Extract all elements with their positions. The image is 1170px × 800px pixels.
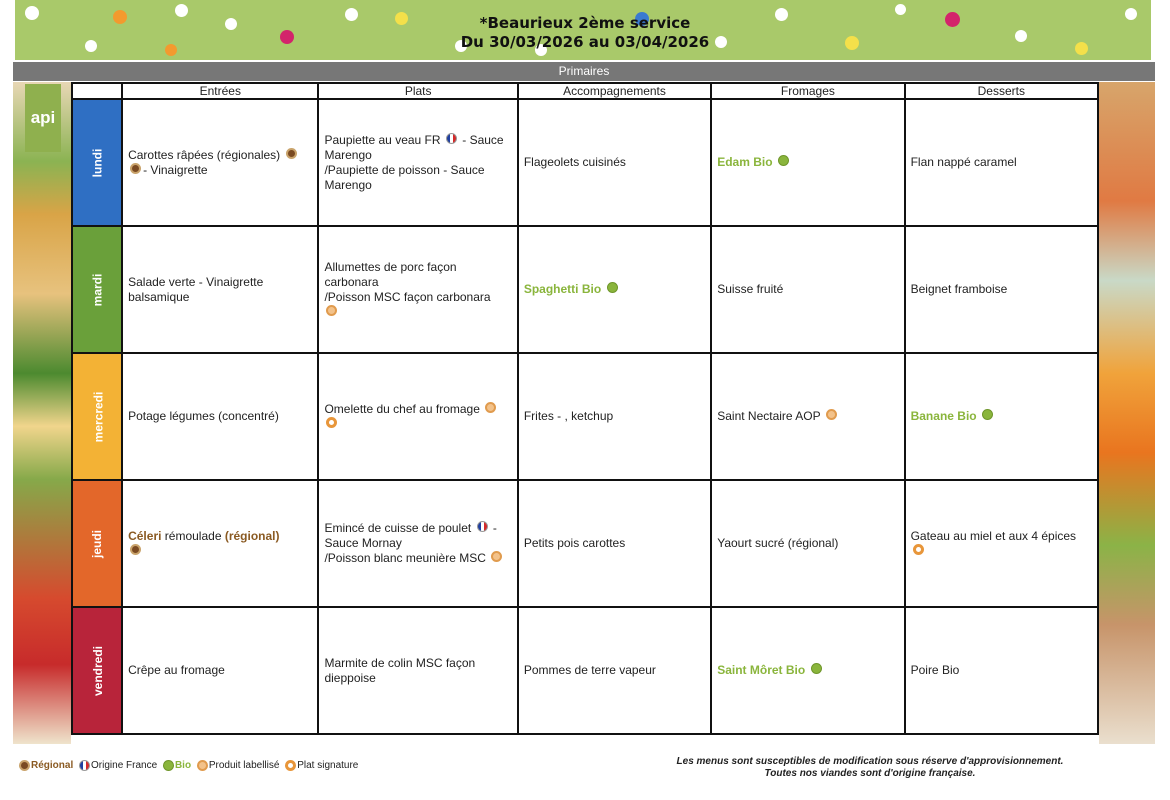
corner-cell — [72, 83, 122, 99]
table-row — [72, 480, 1098, 607]
dish-sauce: - Vinaigrette — [143, 162, 208, 177]
title-line-1: *Beaurieux 2ème service — [479, 14, 691, 32]
dish-alternative: /Poisson MSC façon carbonara — [324, 289, 491, 304]
dish-name: Suisse fruité — [717, 282, 784, 296]
dish-name: Potage légumes (concentré) — [128, 409, 279, 423]
regional-icon — [286, 148, 297, 159]
day-cell-lundi — [72, 99, 122, 226]
dish-name: Edam Bio — [717, 155, 773, 169]
dish-name: Frites - , ketchup — [523, 409, 614, 423]
entree-cell — [122, 607, 318, 734]
produit-labellise-icon — [826, 409, 837, 420]
dessert-cell — [905, 607, 1098, 734]
dish-name: Paupiette au veau FR — [324, 132, 441, 147]
entree-cell — [122, 99, 318, 226]
bio-icon — [982, 409, 993, 420]
bio-icon — [607, 282, 618, 293]
day-cell-mardi — [72, 226, 122, 353]
column-header-fromages: Fromages — [711, 83, 904, 99]
plat-cell — [318, 480, 517, 607]
entree-cell — [122, 480, 318, 607]
legend-produit-labellise: Produit labellisé — [208, 760, 280, 771]
day-label: mardi — [90, 273, 105, 306]
dessert-cell — [905, 480, 1098, 607]
origine-france-icon — [446, 133, 457, 144]
fromage-cell — [711, 353, 904, 480]
dish-sauce: - Sauce Mornay — [324, 521, 497, 550]
decorative-vegetables-left — [13, 82, 71, 744]
produit-labellise-icon — [485, 402, 496, 413]
plat-cell — [318, 353, 517, 480]
column-header-entrees: Entrées — [122, 83, 318, 99]
day-cell-vendredi — [72, 607, 122, 734]
dish-name: Poire Bio — [910, 663, 960, 677]
accompagnement-cell — [518, 353, 711, 480]
dish-name: Omelette du chef au fromage — [324, 401, 480, 416]
dish-name: Carottes râpées (régionales) — [128, 147, 281, 162]
produit-labellise-icon — [197, 760, 208, 771]
bio-icon — [163, 760, 174, 771]
dish-name: Allumettes de porc façon carbonara — [324, 259, 457, 289]
day-cell-mercredi — [72, 353, 122, 480]
origine-france-icon — [79, 760, 90, 771]
table-row — [72, 226, 1098, 353]
dish-name: Saint Nectaire AOP — [717, 409, 821, 423]
regional-icon — [130, 163, 141, 174]
column-header-accompagnements: Accompagnements — [518, 83, 711, 99]
day-label: vendredi — [91, 645, 106, 696]
regional-icon — [19, 760, 30, 771]
table-row — [72, 99, 1098, 226]
day-label: jeudi — [90, 529, 105, 558]
dish-alternative: /Paupiette de poisson - Sauce Marengo — [324, 162, 485, 192]
dish-alternative: /Poisson blanc meunière MSC — [324, 551, 486, 565]
plat-cell — [318, 226, 517, 353]
bio-icon — [778, 155, 789, 166]
accompagnement-cell — [518, 226, 711, 353]
plat-signature-icon — [913, 544, 924, 555]
day-label: mercredi — [91, 391, 106, 442]
produit-labellise-icon — [326, 305, 337, 316]
dish-name: Crêpe au fromage — [128, 663, 225, 677]
fromage-cell — [711, 226, 904, 353]
dish-name: Salade verte - Vinaigrette balsamique — [128, 274, 264, 304]
plat-cell — [318, 99, 517, 226]
dish-name: Yaourt sucré (régional) — [717, 536, 839, 550]
day-cell-jeudi — [72, 480, 122, 607]
menu-title — [0, 14, 1170, 52]
fromage-cell — [711, 607, 904, 734]
decorative-vegetables-right — [1099, 82, 1155, 744]
bio-icon — [811, 663, 822, 674]
regional-icon — [130, 544, 141, 555]
dessert-cell — [905, 226, 1098, 353]
accompagnement-cell — [518, 99, 711, 226]
menu-table — [71, 82, 1099, 735]
dish-name: Emincé de cuisse de poulet — [324, 521, 472, 535]
column-header-desserts: Desserts — [905, 83, 1098, 99]
legend-plat-signature: Plat signature — [297, 760, 359, 771]
dish-name: Beignet framboise — [910, 282, 1008, 296]
dish-origin: (régional) — [224, 528, 280, 543]
dish-name: Banane Bio — [910, 409, 977, 423]
legend-regional: Régional — [31, 760, 74, 771]
entree-cell — [122, 226, 318, 353]
dessert-cell — [905, 99, 1098, 226]
table-row — [72, 607, 1098, 734]
fromage-cell — [711, 99, 904, 226]
legend-bio: Bio — [174, 760, 192, 771]
dish-name: Flan nappé caramel — [910, 155, 1017, 169]
note-line-2: Toutes nos viandes sont d'origine française. — [764, 768, 976, 779]
group-bar: Primaires — [13, 62, 1155, 81]
dish-name: Spaghetti Bio — [523, 282, 602, 296]
entree-cell — [122, 353, 318, 480]
accompagnement-cell — [518, 607, 711, 734]
column-header-plats: Plats — [318, 83, 517, 99]
dish-name: Pommes de terre vapeur — [523, 663, 656, 677]
dish-sauce: - Sauce Marengo — [324, 132, 504, 162]
header-row — [72, 83, 1098, 99]
dish-name: Gateau au miel et aux 4 épices — [910, 528, 1077, 543]
origine-france-icon — [477, 521, 488, 532]
day-label: lundi — [90, 148, 105, 177]
note-line-1: Les menus sont susceptibles de modification sous réserve d'approvisionnement. — [676, 756, 1064, 767]
plat-signature-icon — [285, 760, 296, 771]
dish-name: Marmite de colin MSC façon dieppoise — [324, 655, 476, 685]
dish-name: Petits pois carottes — [523, 536, 626, 550]
dish-name: Saint Môret Bio — [717, 663, 806, 677]
table-row — [72, 353, 1098, 480]
produit-labellise-icon — [491, 551, 502, 562]
title-line-2: Du 30/03/2026 au 03/04/2026 — [460, 33, 710, 51]
dessert-cell — [905, 353, 1098, 480]
dish-name: rémoulade — [164, 528, 222, 543]
fromage-cell — [711, 480, 904, 607]
disclaimer-note — [600, 756, 1140, 780]
dish-name: Flageolets cuisinés — [523, 155, 626, 169]
plat-signature-icon — [326, 417, 337, 428]
legend — [17, 760, 359, 771]
accompagnement-cell — [518, 480, 711, 607]
dish-name-regional: Céleri — [128, 528, 162, 543]
legend-origine-france: Origine France — [91, 760, 158, 771]
api-logo: api — [25, 84, 61, 152]
plat-cell — [318, 607, 517, 734]
